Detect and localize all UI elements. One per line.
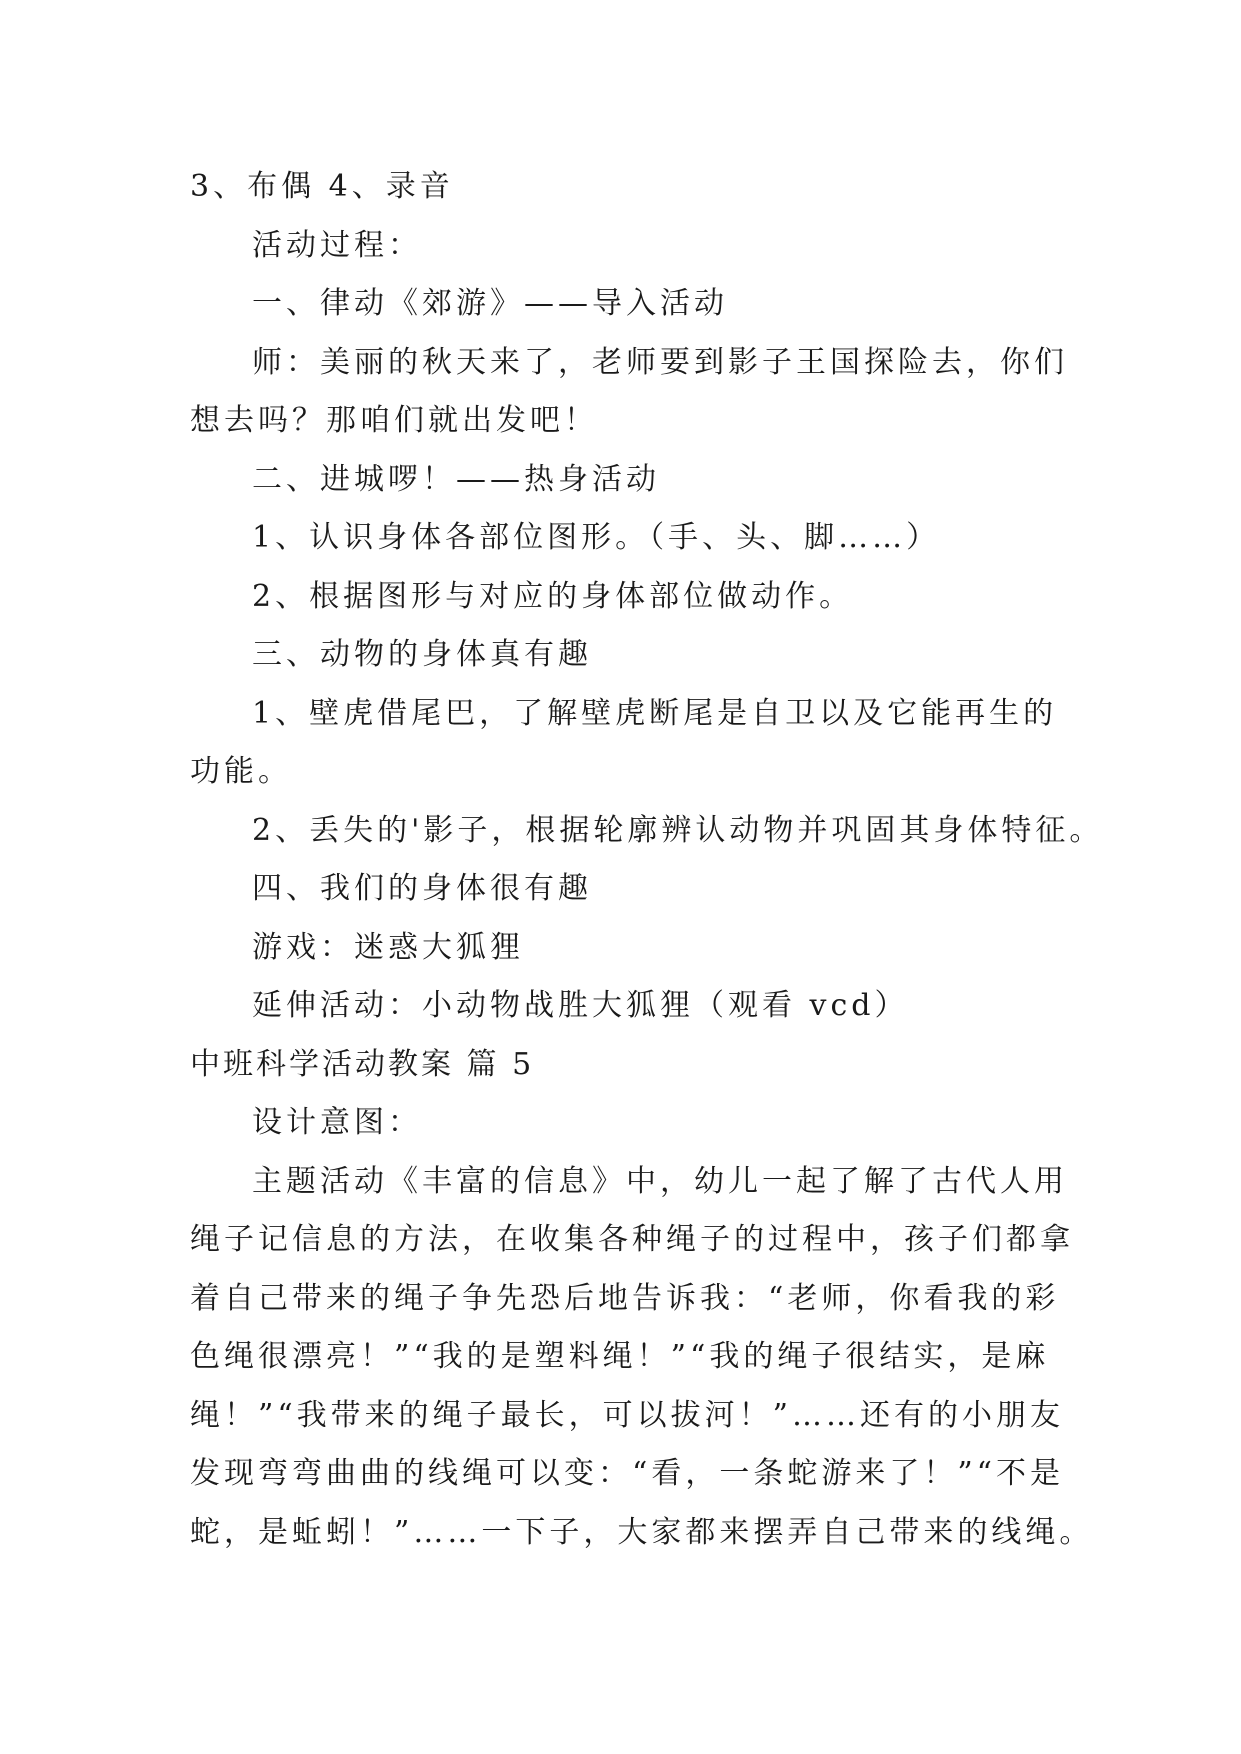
text-line: 着自己带来的绳子争先恐后地告诉我：“老师，你看我的彩 bbox=[190, 1280, 1060, 1316]
section-heading: 二、进城啰！——热身活动 bbox=[252, 461, 660, 497]
document-body bbox=[190, 158, 1104, 1562]
text-line: 1、壁虎借尾巴，了解壁虎断尾是自卫以及它能再生的 bbox=[252, 695, 1058, 731]
text-line: 功能。 bbox=[190, 754, 292, 789]
section-heading: 三、动物的身体真有趣 bbox=[252, 637, 592, 672]
text-line: 延伸活动：小动物战胜大狐狸（观看 vcd） bbox=[252, 988, 909, 1023]
text-line: 色绳很漂亮！”“我的是塑料绳！”“我的绳子很结实，是麻 bbox=[190, 1339, 1050, 1374]
text-line: 设计意图： bbox=[252, 1105, 422, 1140]
text-line: 想去吗？那咱们就出发吧！ bbox=[190, 403, 598, 438]
text-line: 绳！”“我带来的绳子最长，可以拔河！”……还有的小朋友 bbox=[190, 1397, 1065, 1433]
text-line: 发现弯弯曲曲的线绳可以变：“看，一条蛇游来了！”“不是 bbox=[190, 1456, 1065, 1491]
text-line: 1、认识身体各部位图形。（手、头、脚……） bbox=[252, 520, 941, 555]
article-title: 中班科学活动教案 篇 5 bbox=[190, 1046, 535, 1082]
text-line: 3、布偶 4、录音 bbox=[190, 169, 454, 204]
text-line: 绳子记信息的方法，在收集各种绳子的过程中，孩子们都拿 bbox=[190, 1222, 1074, 1257]
text-line: 活动过程： bbox=[252, 227, 422, 263]
text-line: 2、丢失的'影子，根据轮廓辨认动物并巩固其身体特征。 bbox=[252, 812, 1104, 848]
text-line: 师：美丽的秋天来了，老师要到影子王国探险去，你们 bbox=[252, 344, 1068, 380]
text-line: 2、根据图形与对应的身体部位做动作。 bbox=[252, 578, 854, 614]
text-line: 蛇，是蚯蚓！”……一下子，大家都来摆弄自己带来的线绳。 bbox=[190, 1514, 1094, 1550]
text-line: 主题活动《丰富的信息》中，幼儿一起了解了古代人用 bbox=[252, 1163, 1068, 1199]
text-line: 游戏：迷惑大狐狸 bbox=[252, 929, 524, 965]
section-heading: 四、我们的身体很有趣 bbox=[252, 871, 592, 906]
section-heading: 一、律动《郊游》——导入活动 bbox=[252, 286, 728, 321]
